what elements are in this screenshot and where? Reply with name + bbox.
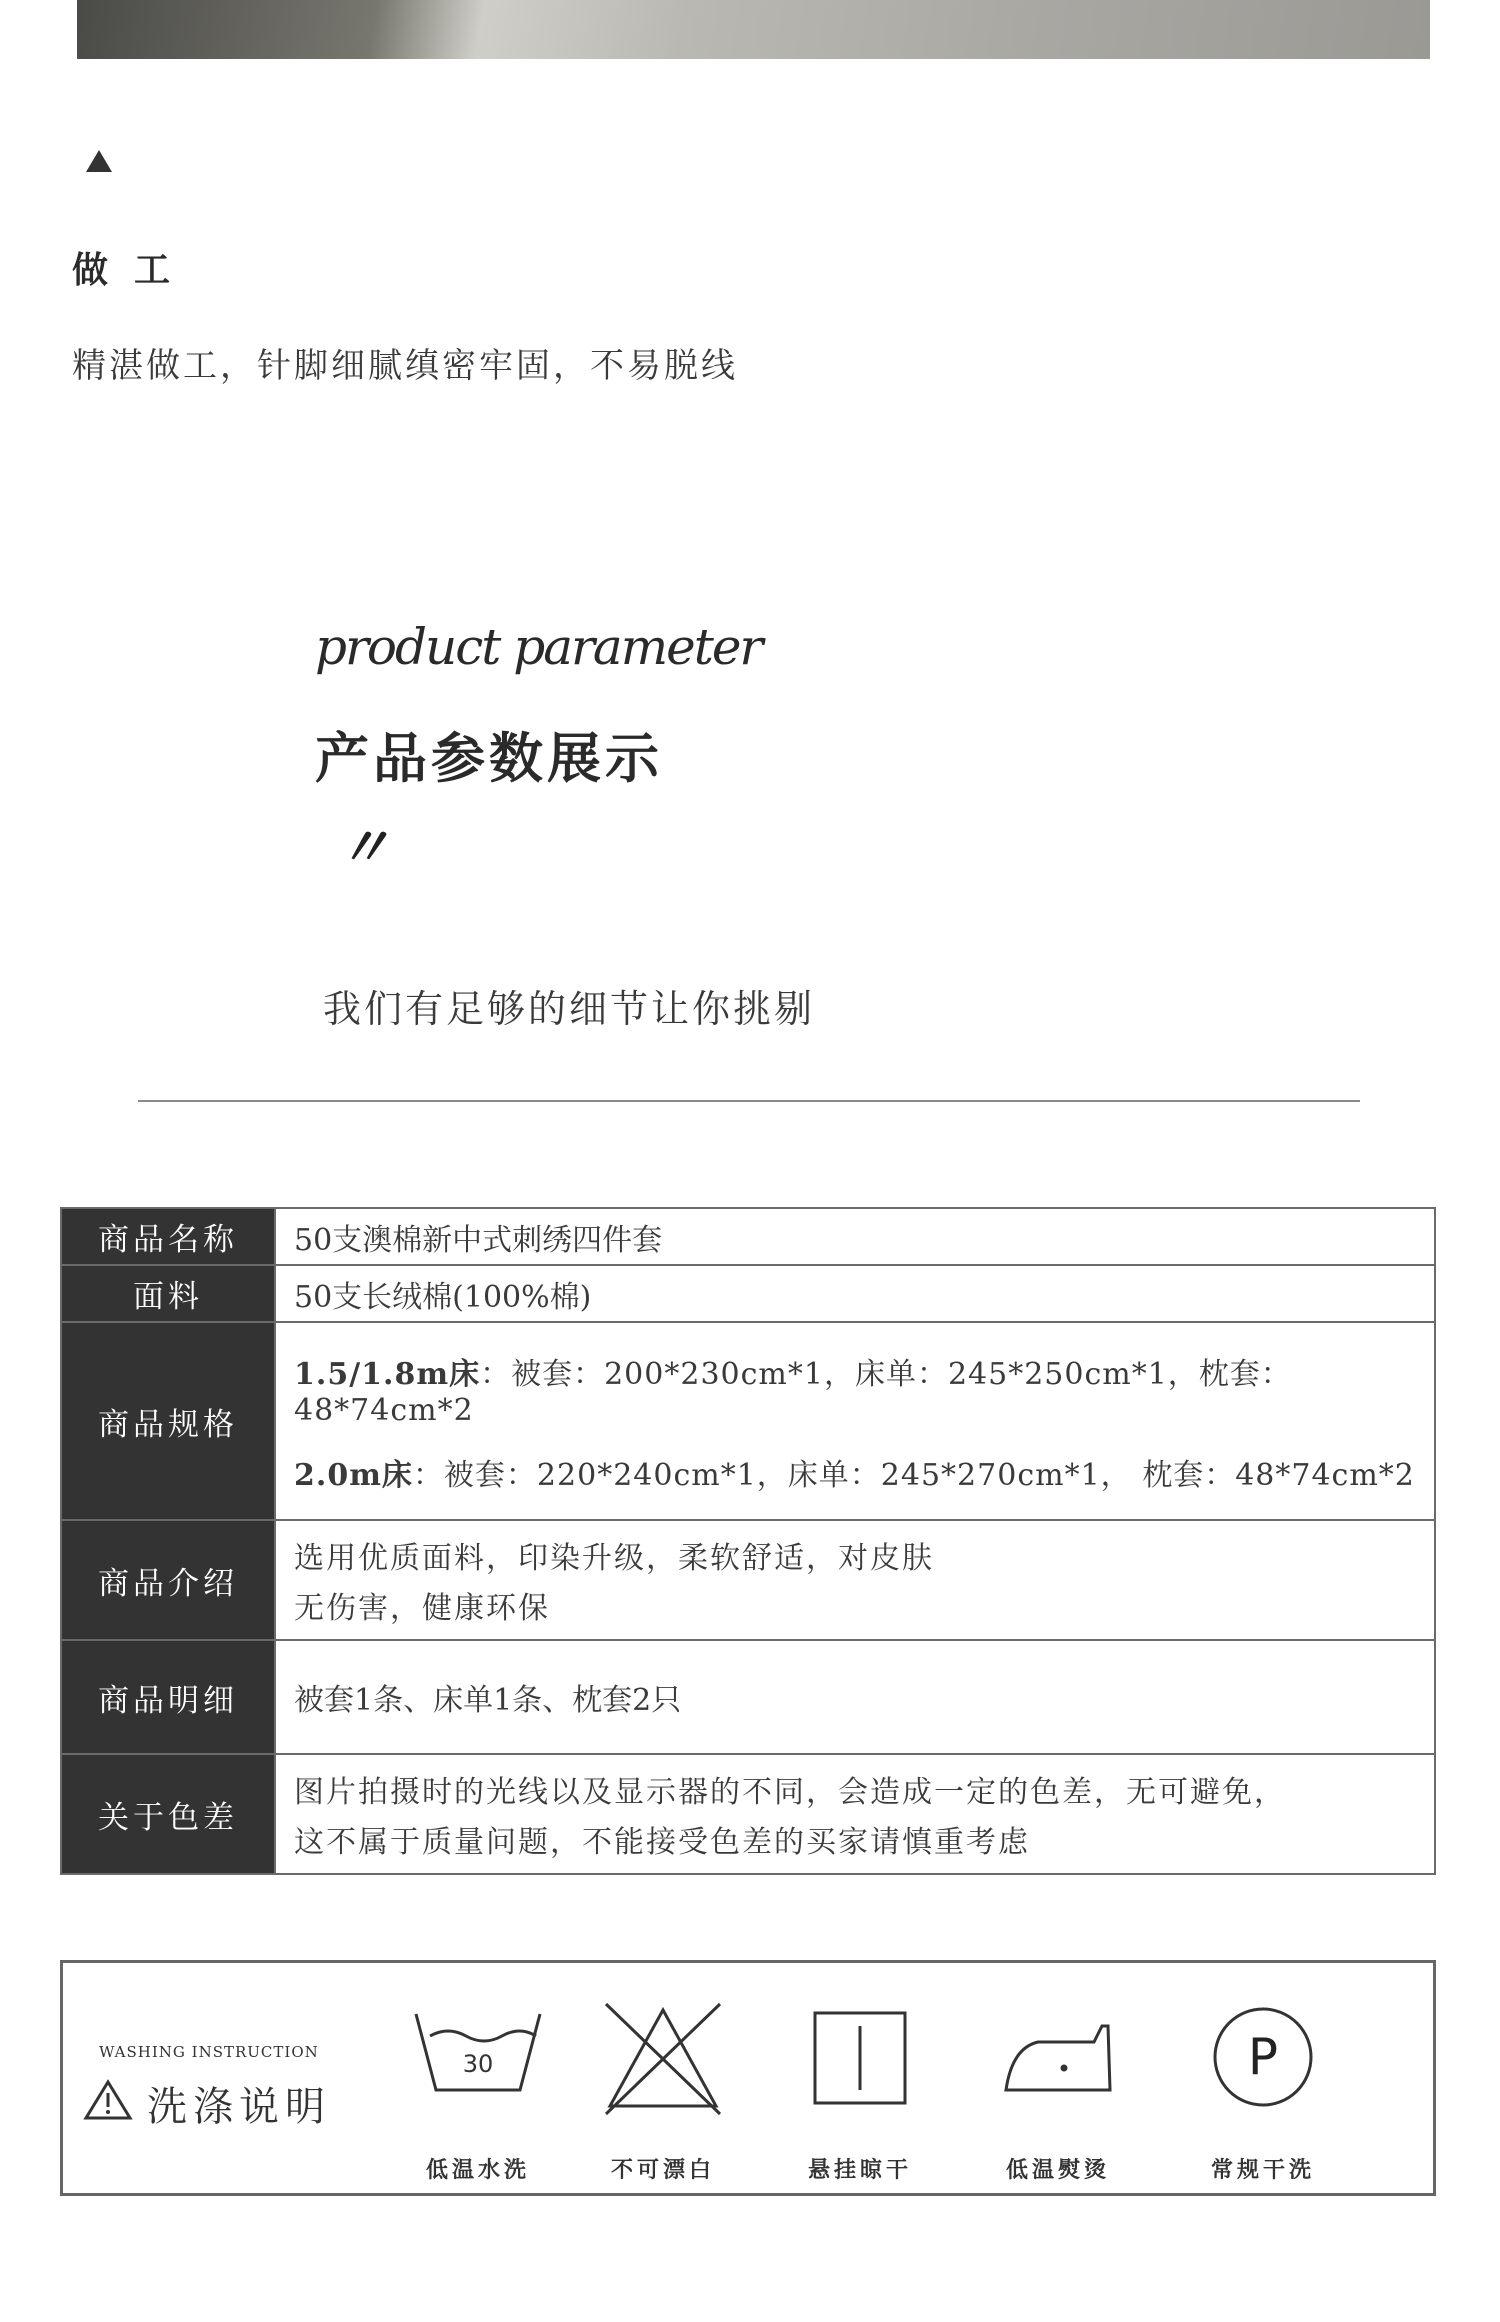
row-label-detail: 商品明细 <box>61 1640 275 1754</box>
row-label-spec: 商品规格 <box>61 1322 275 1520</box>
product-photo <box>77 0 1430 59</box>
params-subtitle: 我们有足够的细节让你挑剔 <box>323 987 816 1031</box>
quote-mark-icon: 〃 <box>337 815 391 879</box>
spec2-size: 2.0m床 <box>294 1457 413 1493</box>
spec-line-2 <box>294 1450 1416 1494</box>
craft-title: 做工 <box>72 249 197 291</box>
table-row <box>61 1754 1435 1874</box>
color-line-2: 这不属于质量问题，不能接受色差的买家请慎重考虑 <box>294 1825 1030 1860</box>
color-line-1: 图片拍摄时的光线以及显示器的不同，会造成一定的色差，无可避免， <box>294 1775 1286 1810</box>
spec-line-1 <box>294 1349 1416 1428</box>
washing-english-title: WASHING INSTRUCTION <box>99 2043 319 2061</box>
row-value-spec <box>275 1322 1435 1520</box>
intro-line-2: 无伤害，健康环保 <box>294 1591 550 1626</box>
care-item-no-bleach <box>578 2008 748 2118</box>
care-item-iron <box>973 2008 1143 2108</box>
care-label-no-bleach: 不可漂白 <box>610 2157 715 2183</box>
spec1-detail: ：被套：200*230cm*1，床单：245*250cm*1，枕套：48*74cm*2 <box>294 1356 1292 1428</box>
spec2-detail: ：被套：220*240cm*1，床单：245*270cm*1， 枕套：48*74cm*2 <box>412 1457 1415 1493</box>
dry-clean-letter: P <box>1247 2028 1279 2086</box>
params-script-title: product parameter <box>315 618 762 676</box>
params-title: 产品参数展示 <box>315 726 663 790</box>
table-row <box>61 1640 1435 1754</box>
wash-temp: 30 <box>462 2050 494 2078</box>
row-value-name: 50支澳棉新中式刺绣四件套 <box>275 1208 1435 1265</box>
table-row <box>61 1520 1435 1640</box>
care-item-dry-clean <box>1178 2008 1348 2112</box>
warning-icon <box>83 2079 133 2121</box>
row-value-color <box>275 1754 1435 1874</box>
table-row <box>61 1208 1435 1265</box>
row-value-detail: 被套1条、床单1条、枕套2只 <box>275 1640 1435 1754</box>
care-label-dry-clean: 常规干洗 <box>1210 2157 1315 2183</box>
craft-description: 精湛做工，针脚细腻缜密牢固，不易脱线 <box>72 346 738 386</box>
hang-dry-icon <box>810 2008 910 2108</box>
triangle-up-icon <box>86 150 112 172</box>
row-value-fabric: 50支长绒棉(100%棉) <box>275 1265 1435 1322</box>
care-label-hang-dry: 悬挂晾干 <box>807 2157 912 2183</box>
row-value-intro <box>275 1520 1435 1640</box>
row-label-intro: 商品介绍 <box>61 1520 275 1640</box>
iron-low-icon <box>998 2008 1118 2108</box>
washing-title: 洗涤说明 <box>147 2084 331 2130</box>
wash-30-icon <box>408 2008 548 2098</box>
spec1-size: 1.5/1.8m床 <box>294 1356 481 1392</box>
params-table <box>60 1207 1436 1875</box>
care-item-hang-dry <box>775 2008 945 2108</box>
intro-line-1: 选用优质面料，印染升级，柔软舒适，对皮肤 <box>294 1541 934 1576</box>
row-label-name: 商品名称 <box>61 1208 275 1265</box>
care-label-wash: 低温水洗 <box>425 2157 530 2183</box>
divider <box>138 1100 1360 1102</box>
table-row <box>61 1265 1435 1322</box>
dry-clean-p-icon <box>1208 2002 1318 2112</box>
care-item-wash <box>393 2008 563 2098</box>
row-label-color: 关于色差 <box>61 1754 275 1874</box>
washing-instructions <box>60 1960 1436 2196</box>
row-label-fabric: 面料 <box>61 1265 275 1322</box>
table-row <box>61 1322 1435 1520</box>
care-label-iron: 低温熨烫 <box>1005 2157 1110 2183</box>
no-bleach-icon <box>598 1998 728 2118</box>
